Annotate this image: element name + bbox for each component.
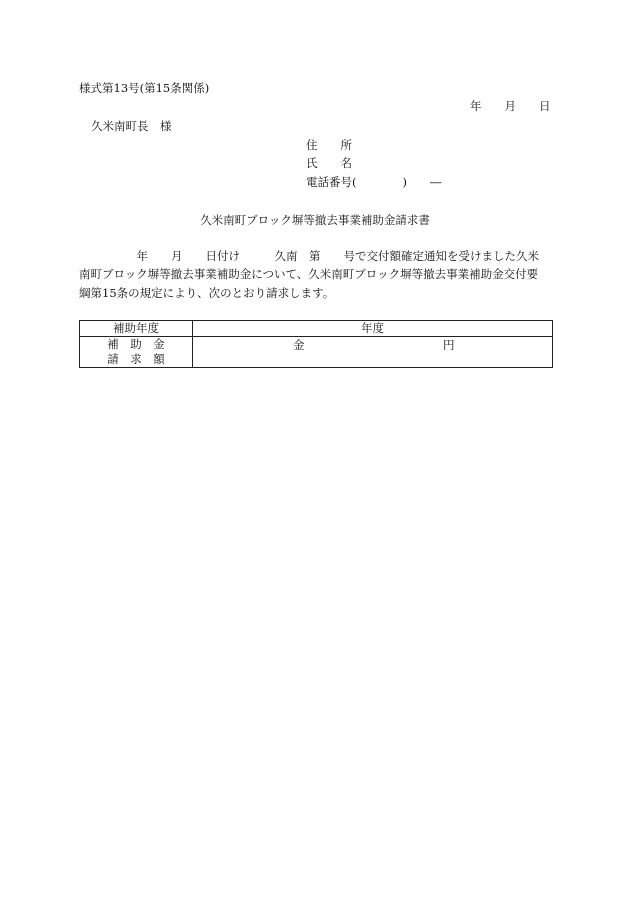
amount-label-line-1: 補 助 金 [107,337,165,351]
fiscal-year-label-cell [80,321,193,337]
table-row-fiscal-year [80,321,553,337]
form-number: 様式第13号(第15条関係) [79,81,210,95]
request-table [79,320,553,368]
table-row-amount [80,337,553,368]
phone-label: 電話番号( ) ― [306,175,442,189]
amount-suffix: 円 [443,338,455,352]
date-line: 年 月 日 [470,99,551,113]
addressee: 久米南町長 様 [91,119,172,133]
fiscal-year-value: 年度 [361,321,384,335]
amount-label-cell [80,337,193,368]
fiscal-year-value-cell [193,321,553,337]
amount-prefix: 金 [293,338,305,352]
amount-label-line-2: 請 求 額 [107,352,165,366]
body-line-3: 綱第15条の規定により、次のとおり請求します。 [79,286,335,300]
document-title: 久米南町ブロック塀等撤去事業補助金請求書 [200,213,430,227]
name-label: 氏 名 [306,156,352,170]
fiscal-year-label: 補助年度 [113,321,159,335]
body-line-1: 年 月 日付け 久南 第 号で交付額確定通知を受けました久米 [79,249,539,263]
amount-value-cell [193,337,553,368]
address-label: 住 所 [306,138,352,152]
body-line-2: 南町ブロック塀等撤去事業補助金について、久米南町ブロック塀等撤去事業補助金交付要 [79,267,539,281]
